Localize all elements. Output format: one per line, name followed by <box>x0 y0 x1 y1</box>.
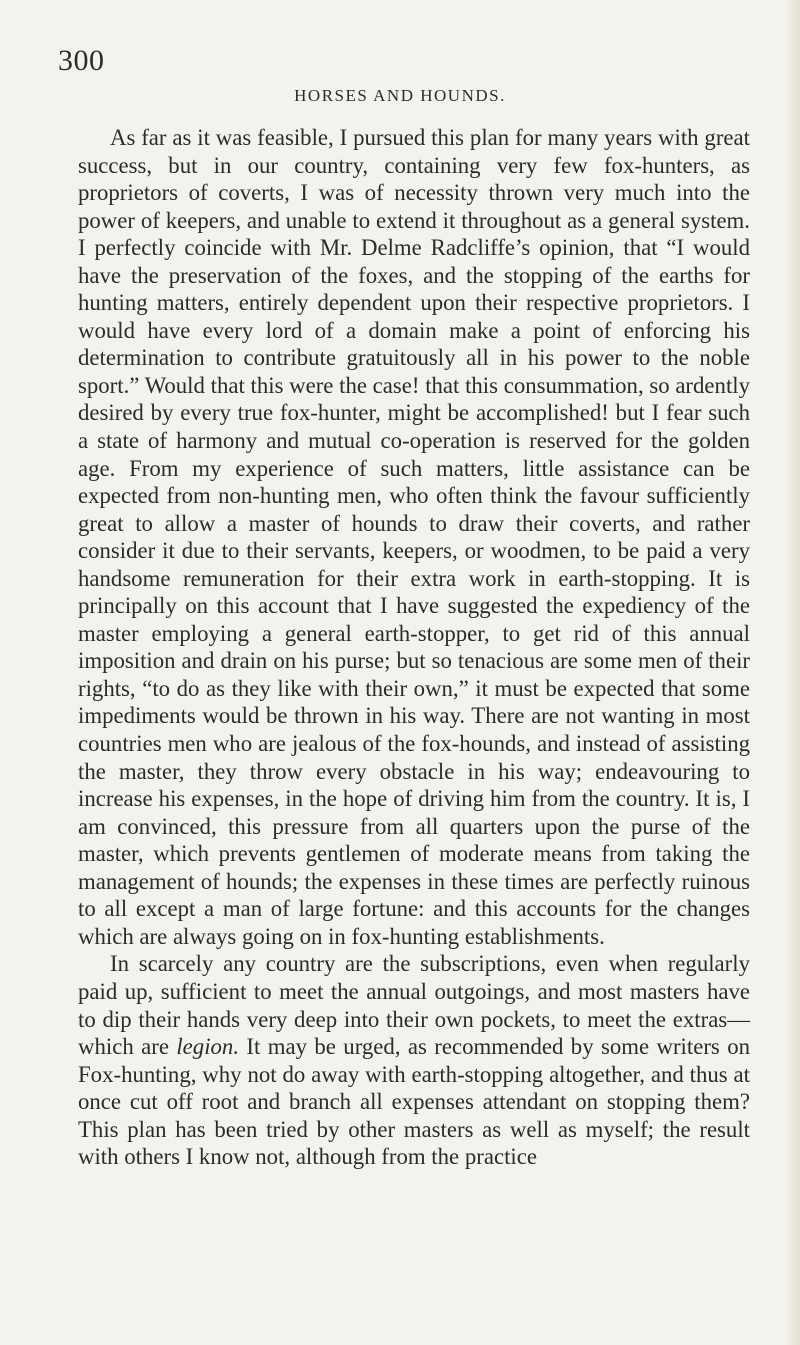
paragraph-2 <box>78 950 750 1170</box>
body-text <box>78 124 750 1171</box>
running-head: HORSES AND HOUNDS. <box>294 86 506 105</box>
page-number: 300 <box>58 44 105 77</box>
paragraph-2-text-before: In scarcely any country are the subscriptions, even when regularly paid up, sufficient to meet the annual outgoings, and most masters have to dip their hands very deep into their own pockets, to meet the extras—which are <box>78 951 750 1060</box>
paragraph-2-text-after: It may be urged, as recommended by some writers on Fox-hunting, why not do away with earth-stopping altogether, and thus at once cut off root and branch all expenses attendant on stopping them? This plan has been tried by other masters as well as myself; the result with others I know not, although from the practice <box>78 1034 750 1170</box>
paragraph-1: As far as it was feasible, I pursued this plan for many years with great success, but in our country, containing very few fox-hunters, as proprietors of coverts, I was of necessity thrown very much into the power of keepers, and unable to extend it throughout as a general system. I perfectly coincide with Mr. Delme Radcliffe’s opinion, that “I would have the preservation of the foxes, and the stopping of the earths for hunting matters, entirely dependent upon their respective proprietors. I would have every lord of a domain make a point of enforcing his determination to contribute gratuitously all in his power to the noble sport.” Would that this were the case! that this consummation, so ardently desired by every true fox-hunter, might be accomplished! but I fear such a state of harmony and mutual co-operation is reserved for the golden age. From my experience of such matters, little assistance can be expected from non-hunting men, who often think the favour sufficiently great to allow a master of hounds to draw their coverts, and rather consider it due to their servants, keepers, or woodmen, to be paid a very handsome remuneration for their extra work in earth-stopping. It is principally on this account that I have suggested the expediency of the master employing a general earth-stopper, to get rid of this annual imposition and drain on his purse; but so tenacious are some men of their rights, “to do as they like with their own,” it must be expected that some impediments would be thrown in his way. There are not wanting in most countries men who are jealous of the fox-hounds, and instead of assisting the master, they throw every obstacle in his way; endeavouring to increase his expenses, in the hope of driving him from the country. It is, I am convinced, this pressure from all quarters upon the purse of the master, which prevents gentlemen of moderate means from taking the management of hounds; the expenses in these times are perfectly ruinous to all except a man of large fortune: and this accounts for the changes which are always going on in fox-hunting establishments. <box>78 125 751 949</box>
page-edge-shading <box>786 0 800 1345</box>
italic-emphasis: legion. <box>176 1034 240 1060</box>
